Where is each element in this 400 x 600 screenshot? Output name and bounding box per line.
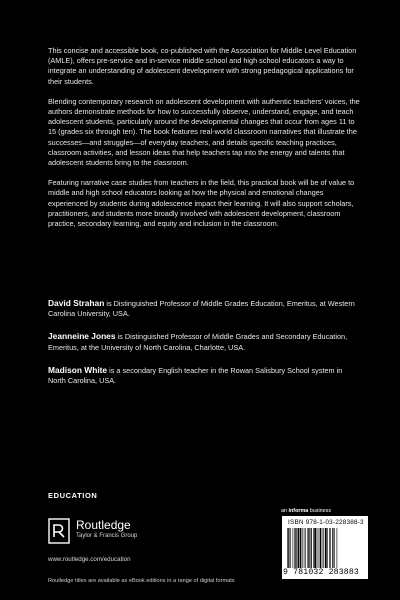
informa-prefix: an [281, 508, 289, 514]
barcode-stripe [317, 528, 318, 568]
barcode-stripe [298, 528, 300, 568]
author-bio-text: is a secondary English teacher in the Rowan Salisbury School system in North Carolina, USA. [48, 365, 343, 386]
barcode-stripe [288, 528, 289, 568]
description-paragraph-1: This concise and accessible book, co-published with the Association for Middle Level Education (AMLE), offers pre-service and in-service middle school and high school educators a way to integrate an understanding of adolescent development with strong pedagogical applications for their students. [48, 46, 357, 86]
author-bio-white [48, 365, 360, 386]
informa-suffix: business [308, 508, 332, 514]
publisher-name: Routledge [76, 518, 131, 532]
description-paragraph-2: Blending contemporary research on adolescent development with authentic teachers' voices, the authors demonstrate methods for how to successfully observe, understand, engage, and teach adolescent students, particularly around the developmental changes that occur from ages 11 to 15 (grades six through ten). The book features real-world classroom narratives that illustrate the successes—and struggles—of everyday teachers, and details specific teaching practices, classroom activities, and lesson ideas that help teachers tap into the energy and talents that adolescent students bring to the classroom. [48, 96, 360, 168]
barcode-stripe [302, 528, 303, 568]
barcode-stripe [293, 528, 294, 568]
isbn-barcode [282, 516, 368, 579]
barcode-stripe [304, 528, 305, 568]
author-bio-jones [48, 331, 360, 352]
barcode-digits: 9 781032 283883 [283, 568, 359, 577]
barcode-stripe [300, 528, 301, 568]
barcode-stripe [332, 528, 333, 568]
book-description [48, 46, 360, 239]
author-name: Jeanneine Jones [48, 331, 116, 342]
barcode-stripe [305, 528, 306, 568]
author-bios [48, 298, 360, 398]
barcode-stripe [319, 528, 320, 568]
publisher-url: www.routledge.com/education [48, 556, 131, 563]
barcode-stripe [311, 528, 312, 568]
barcode-stripe [330, 528, 331, 568]
barcode-stripe [287, 528, 288, 568]
author-bio-strahan [48, 298, 360, 319]
barcode-stripe [334, 528, 335, 568]
author-bio-text: is Distinguished Professor of Middle Grades and Secondary Education, Emeritus, at the University of North Carolina, Charlotte, USA. [48, 332, 348, 352]
isbn-label: ISBN 978-1-03-228388-3 [288, 519, 364, 526]
barcode-stripe [329, 528, 330, 568]
barcode-stripe [294, 528, 295, 568]
ebook-footnote: Routledge titles are available as eBook editions in a range of digital formats [48, 578, 235, 584]
author-bio-text: is Distinguished Professor of Middle Grades Education, Emeritus, at Western Carolina University, USA. [48, 299, 355, 319]
barcode-stripe [320, 528, 321, 568]
barcode-stripe [290, 528, 291, 568]
barcode-stripe [313, 528, 314, 568]
publisher-text [76, 519, 137, 540]
subject-category: EDUCATION [48, 491, 98, 500]
informa-brand: informa [288, 508, 309, 514]
barcode-stripe [307, 528, 308, 568]
informa-business-label [281, 508, 331, 514]
routledge-logo-icon [48, 518, 70, 544]
barcode-stripe [325, 528, 327, 568]
barcode-stripe [327, 528, 328, 568]
barcode-stripe [323, 528, 324, 568]
barcode-stripe [296, 528, 297, 568]
author-name: Madison White [48, 364, 108, 375]
publisher-logo [48, 518, 208, 558]
barcode-stripe [322, 528, 323, 568]
barcode-stripe [309, 528, 310, 568]
author-name: David Strahan [48, 298, 105, 308]
description-paragraph-3: Featuring narrative case studies from teachers in the field, this practical book will be of value to middle and high school educators looking at how the physical and emotional changes experienced by students during adolescence impact their learning. It will also support scholars, practitioners, and students more broadly involved with adolescent development, classroom practice, secondary learning, and equity and inclusion in the classroom. [48, 178, 355, 229]
publisher-group: Taylor & Francis Group [76, 533, 138, 539]
barcode-stripe [314, 528, 316, 568]
barcode-stripe [337, 528, 338, 568]
barcode-icon [287, 528, 363, 568]
